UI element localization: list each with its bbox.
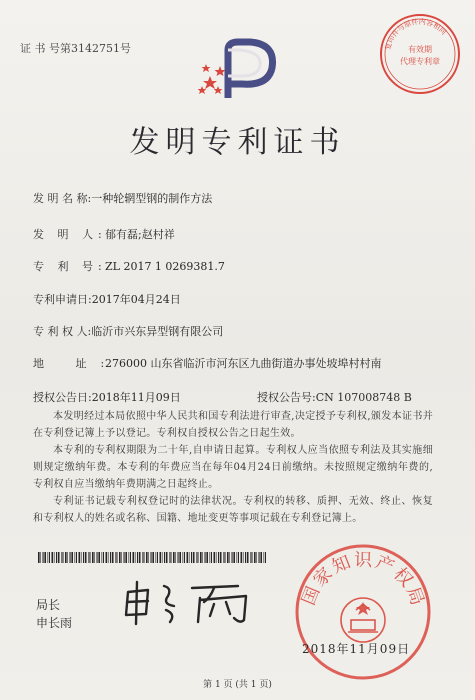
field-grant-pub-no xyxy=(257,389,412,405)
office-seal-date: 2018年11月09日 xyxy=(302,642,411,656)
patent-office-logo-icon xyxy=(198,36,282,106)
field-address xyxy=(33,355,382,371)
field-patent-no xyxy=(33,258,225,274)
agency-seal-line-2: 代理专利章 xyxy=(400,57,440,66)
paragraph-2: 本专利的专利权期限为二十年,自申请日起算。专利权人应当依照专利法及其实施细则规定缴纳年费。本专利的年费应当在每年04月24日前缴纳。未按照规定缴纳年费的,专利权自应当缴纳年费期满之日起终止。 xyxy=(33,445,433,490)
label-filing-date: 专利申请日: xyxy=(33,293,92,306)
director-signature xyxy=(118,580,268,626)
label-grant-pub-no: 授权公告号: xyxy=(257,391,316,404)
field-invention-name xyxy=(33,190,212,206)
certificate-title: 发明专利证书 xyxy=(129,125,346,160)
value-patent-no: ZL 2017 1 0269381.7 xyxy=(105,260,225,273)
label-patent-no: 专 利 号: xyxy=(33,260,107,273)
field-filing-date xyxy=(33,291,181,307)
page-footer: 第 1 页 (共 1 页) xyxy=(203,680,272,690)
label-inventor: 发 明 人: xyxy=(33,228,107,241)
paragraph-1: 本发明经过本局依照中华人民共和国专利法进行审查,决定授予专利权,颁发本证书并在专利登记簿上予以登记。专利权自授权公告之日起生效。 xyxy=(33,411,433,439)
value-patentee: 临沂市兴东异型钢有限公司 xyxy=(91,325,224,338)
value-inventor: 郁有磊;赵村祥 xyxy=(105,228,175,241)
agency-seal xyxy=(378,12,462,96)
director-name: 申长雨 xyxy=(36,616,73,630)
field-grant-date xyxy=(33,389,181,405)
field-patentee xyxy=(33,323,223,339)
svg-text:国家知识产权局 xyxy=(298,550,428,610)
office-seal xyxy=(278,540,448,680)
label-patentee: 专 利 权 人: xyxy=(33,325,92,338)
value-address: 276000 山东省临沂市河东区九曲街道办事处坡埠村村南 xyxy=(105,357,382,370)
label-address: 地 址: xyxy=(33,357,119,370)
label-invention-name: 发 明 名 称: xyxy=(33,192,92,205)
director-title: 局长 xyxy=(36,598,61,612)
value-filing-date: 2017年04月24日 xyxy=(91,293,181,306)
value-invention-name: 一种轮辋型钢的制作方法 xyxy=(91,192,213,205)
field-inventor xyxy=(33,226,175,242)
value-grant-date: 2018年11月09日 xyxy=(91,391,181,404)
paragraph-3: 专利证书记载专利权登记时的法律状况。专利权的转移、质押、无效、终止、恢复和专利权人的姓名或名称、国籍、地址变更等事项记载在专利登记簿上。 xyxy=(33,496,433,524)
certificate-number: 证 书 号第3142751号 xyxy=(20,42,131,55)
barcode xyxy=(38,552,268,563)
agency-seal-line-1: 有效期 xyxy=(408,45,432,54)
office-seal-ring-text: 国家知识产权局 xyxy=(298,549,429,611)
label-grant-date: 授权公告日: xyxy=(33,391,92,404)
value-grant-pub-no: CN 107008748 B xyxy=(315,391,412,404)
agency-seal-ring-text: 复印件与原件内容相同 xyxy=(384,17,448,51)
